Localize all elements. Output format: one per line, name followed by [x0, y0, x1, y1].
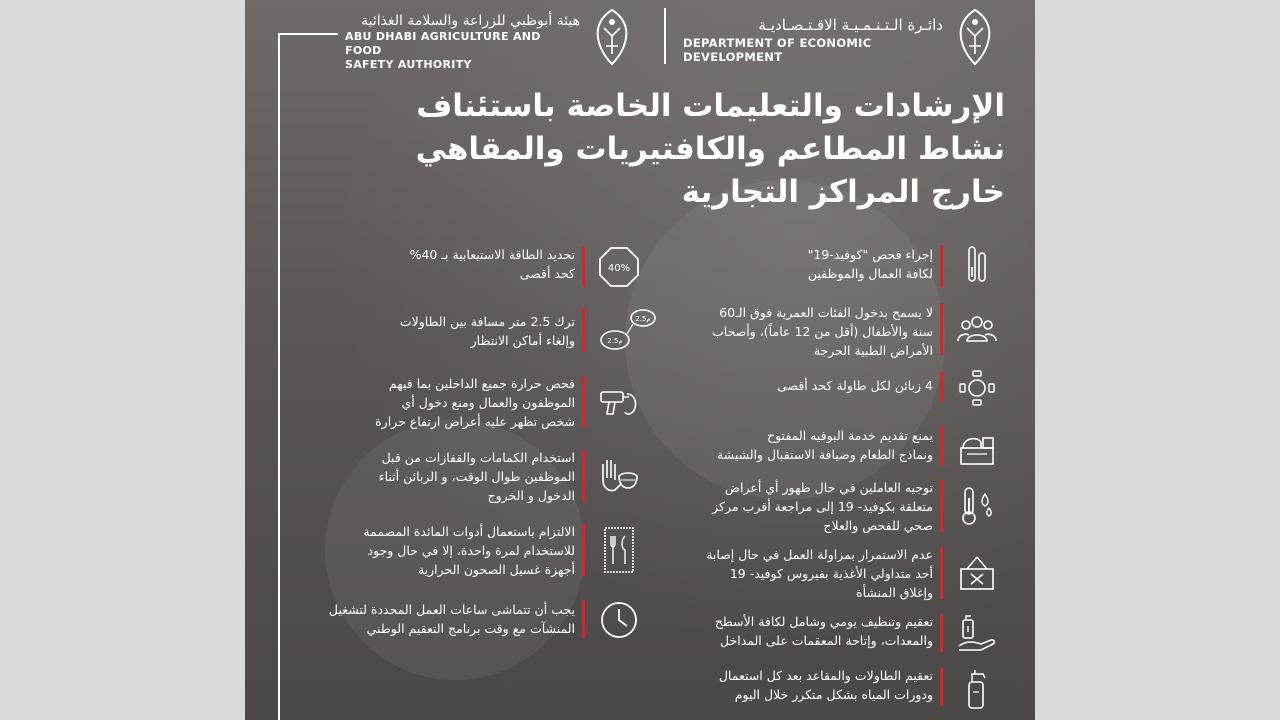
accent-bar [940, 303, 943, 355]
guideline-item [345, 312, 651, 372]
capacity-label: 40% [607, 263, 631, 274]
cutlery-pack-icon [597, 526, 641, 570]
guideline-item [665, 245, 1005, 305]
authority-name-en-2: SAFETY AUTHORITY [345, 58, 472, 71]
guideline-text: أجهزة غسيل الصحون الحرارية [417, 562, 575, 577]
guideline-text: ودورات المياه بشكل متكرر خلال اليوم [734, 687, 933, 702]
guideline-text: تحديد الطاقة الاستيعابية بـ 40% [409, 247, 575, 262]
closed-sign-icon [955, 553, 999, 597]
accent-bar [582, 308, 585, 352]
title-line: خارج المراكز التجارية [681, 174, 1005, 210]
title-line: نشاط المطاعم والكافتيريات والمقاهي [415, 131, 1005, 167]
guideline-text: لكافة العمال والموظفين [807, 266, 933, 281]
capacity-octagon-icon [597, 245, 641, 289]
guideline-item [665, 545, 1005, 605]
thermometer-gun-icon [597, 380, 641, 424]
accent-bar [940, 547, 943, 599]
accent-bar [940, 480, 943, 532]
table-distance-icon [597, 306, 661, 356]
guideline-text: الموظفون والعمال ومنع دخول أي [401, 395, 575, 410]
authority-name-ar: هيئة أبوظبي للزراعة والسلامة الغذائية [361, 13, 580, 29]
buffet-icon [955, 426, 999, 470]
guideline-text: يجب أن تتماشى ساعات العمل المحددة لتشغيل [328, 602, 575, 617]
guideline-text: 4 زبائن لكل طاولة كحد أقصى [777, 378, 933, 393]
guideline-item [665, 666, 1005, 720]
guideline-text: الدخول و الخروج [487, 488, 575, 503]
guideline-text: سنة والأطفال (أقل من 12 عاماً)، وأصحاب [712, 324, 933, 339]
guideline-item [665, 303, 1005, 363]
guideline-text: صحي للفحص والعلاج [823, 518, 933, 533]
guideline-text: فحص حرارة جميع الداخلين بما فيهم [388, 376, 575, 391]
guideline-item [665, 478, 1005, 538]
guideline-item [665, 612, 1005, 672]
guideline-text: أحد متداولي الأغذية بفيروس كوفيد- 19 [729, 566, 933, 581]
thermometer-icon [955, 484, 999, 528]
guideline-item [345, 374, 645, 434]
guideline-text: المنشآت مع وقت برنامج التعقيم الوطني [366, 621, 575, 636]
guideline-text: متعلقة بكوفيد- 19 إلى مراجعة أقرب مركز [712, 499, 933, 514]
table-seats-icon [955, 366, 999, 410]
guideline-text: وإلغاء أماكن الانتظار [470, 333, 575, 348]
accent-bar [582, 600, 585, 638]
guideline-text: الموظفين طوال الوقت، و الزبائن أثناء [378, 469, 575, 484]
guideline-item [345, 522, 645, 582]
distance-label: 2.5م [635, 315, 651, 323]
authority-name-en-1: ABU DHABI AGRICULTURE AND FOOD [345, 30, 541, 57]
guideline-item [328, 600, 645, 660]
people-group-icon [955, 307, 999, 351]
spray-bottle-icon [955, 668, 999, 712]
guideline-text: تعقيم الطاولات والمقاعد بعد كل استعمال [718, 668, 933, 683]
department-name-ar: دائـرة الـتـنـمـيـة الاقـتـصـاديـة [758, 16, 943, 34]
accent-bar [582, 524, 585, 576]
guideline-item [345, 245, 645, 305]
guideline-text: ونماذج الطعام وضيافة الاستقبال والشيشة [716, 447, 933, 462]
guideline-text: للاستخدام لمرة واحدة، إلا في حال وجود [367, 543, 575, 558]
guideline-text: وإغلاق المنشأة [856, 585, 933, 600]
guideline-text: شخص تظهر عليه أعراض ارتفاع حرارة [375, 414, 575, 429]
guideline-text: تعقيم وتنظيف يومي وشامل لكافة الأسطح [714, 614, 933, 629]
accent-bar [940, 245, 943, 287]
frame-line [278, 33, 338, 35]
sanitizer-hand-icon [955, 612, 999, 656]
accent-bar [940, 426, 943, 466]
distance-label: 2.5م [607, 337, 623, 345]
accent-bar [940, 668, 943, 706]
guideline-text: استخدام الكمامات والقفازات من قبل [381, 450, 575, 465]
falcon-emblem-icon [588, 6, 636, 68]
accent-bar [582, 247, 585, 287]
logo-divider [664, 8, 666, 64]
accent-bar [940, 372, 943, 402]
clock-icon [597, 598, 641, 642]
falcon-emblem-icon [951, 6, 999, 68]
guideline-text: عدم الاستمرار بمزاولة العمل في حال إصابة [706, 547, 933, 562]
guideline-text: لا يسمح بدخول الفئات العمرية فوق الـ60 [719, 305, 933, 320]
infographic-poster [245, 0, 1035, 720]
page-title [405, 85, 1005, 214]
guideline-text: يمنع تقديم خدمة البوفيه المفتوح [767, 428, 933, 443]
accent-bar [582, 376, 585, 428]
guideline-text: كحد أقصى [519, 266, 575, 281]
guideline-item [345, 448, 645, 508]
frame-line [278, 33, 280, 720]
guideline-text: توجيه العاملين في حال ظهور أي أعراض [724, 480, 933, 495]
guideline-item [665, 426, 1005, 486]
accent-bar [582, 450, 585, 502]
guideline-text: الأمراض الطبية الحرجة [813, 343, 933, 358]
adafsa-logo-text [345, 12, 580, 72]
guideline-text: ترك 2.5 متر مسافة بين الطاولات [399, 314, 575, 329]
guideline-text: والمعدات، وإتاحة المعقمات على المداخل [720, 633, 933, 648]
guideline-text: الالتزام باستعمال أدوات المائدة المصممة [363, 524, 575, 539]
guideline-text: إجراء فحص "كوفيد-19" [807, 247, 933, 262]
accent-bar [940, 614, 943, 652]
title-line: الإرشادات والتعليمات الخاصة باستئناف [416, 88, 1005, 124]
test-tube-icon [955, 243, 999, 287]
department-name-en: DEPARTMENT OF ECONOMIC DEVELOPMENT [683, 36, 872, 64]
ded-logo-text [683, 16, 943, 64]
mask-glove-icon [597, 454, 641, 498]
